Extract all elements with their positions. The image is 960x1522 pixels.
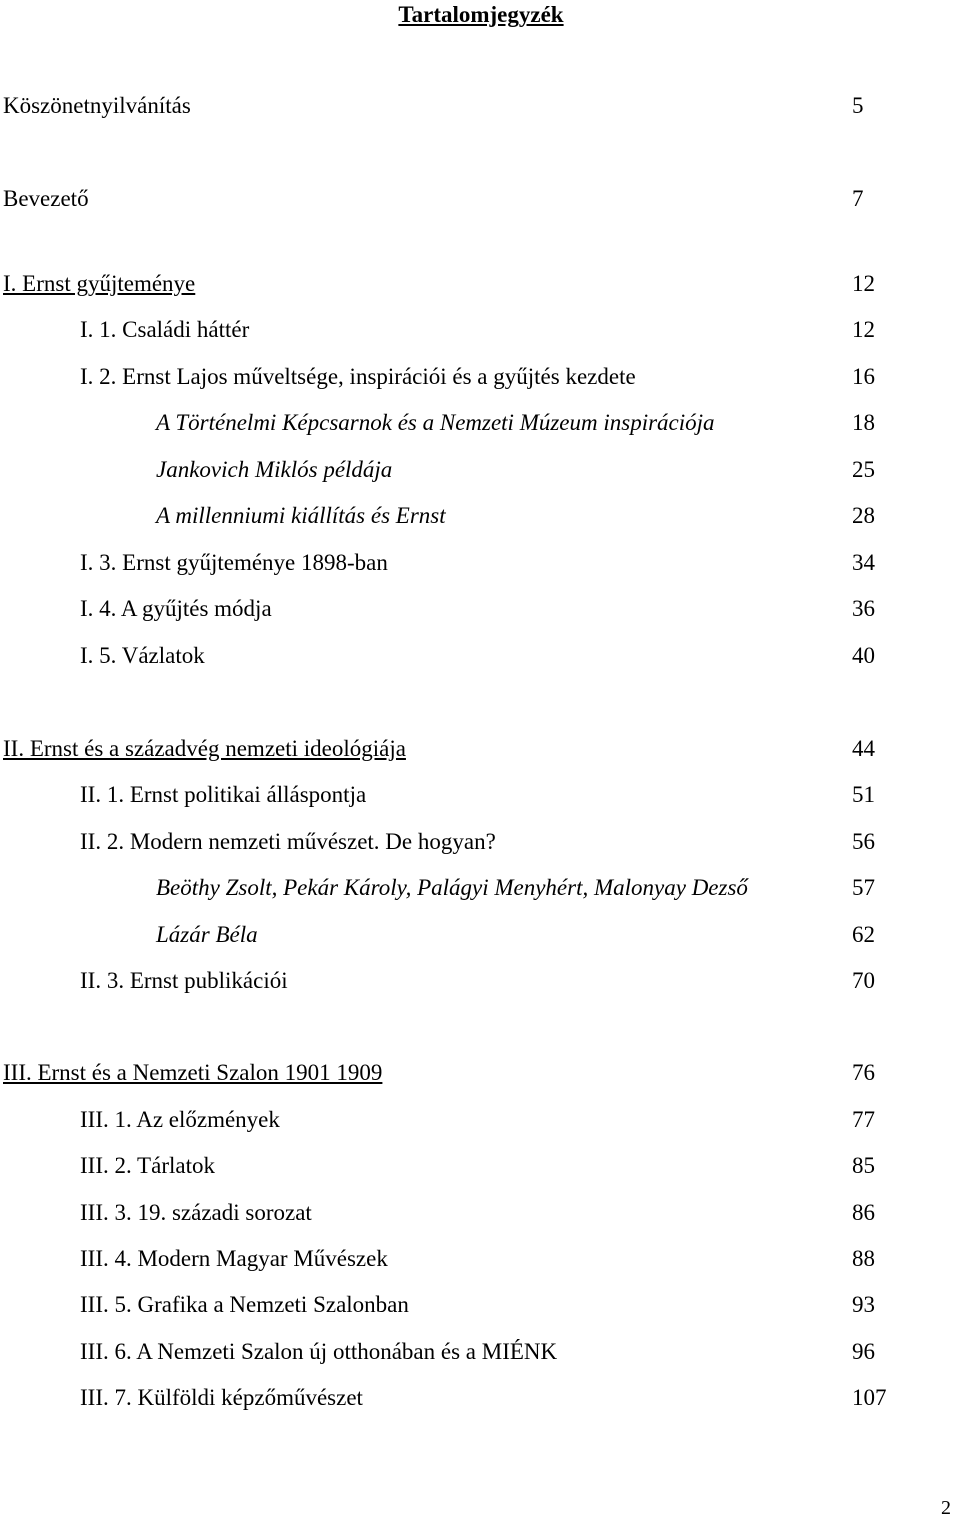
- toc-chapter: [0, 268, 960, 300]
- toc-entry-page: 12: [852, 271, 875, 296]
- toc-entry-page: 56: [852, 829, 875, 854]
- toc-entry-label: I. 1. Családi háttér: [80, 317, 250, 342]
- toc-entry-label: II. 3. Ernst publikációi: [80, 968, 288, 993]
- toc-entry-label: I. 5. Vázlatok: [80, 643, 205, 668]
- toc-entry-label: III. Ernst és a Nemzeti Szalon 1901 1909: [3, 1060, 383, 1085]
- toc-entry-page: 93: [852, 1292, 875, 1317]
- toc-entry: [0, 1336, 960, 1368]
- toc-title: Tartalomjegyzék: [398, 2, 564, 27]
- toc-entry-page: 7: [852, 186, 864, 211]
- toc-entry: [0, 965, 960, 997]
- toc-entry-page: 28: [852, 503, 875, 528]
- toc-entry-page: 70: [852, 968, 875, 993]
- toc-entry-label: III. 1. Az előzmények: [80, 1107, 280, 1132]
- toc-entry-label: Lázár Béla: [156, 922, 258, 947]
- toc-entry-page: 16: [852, 364, 875, 389]
- toc-entry: [0, 593, 960, 625]
- toc-entry: [0, 1197, 960, 1229]
- toc-entry: [0, 90, 960, 122]
- toc-entry-label: I. 3. Ernst gyűjteménye 1898-ban: [80, 550, 388, 575]
- toc-entry-label: III. 3. 19. századi sorozat: [80, 1200, 312, 1225]
- toc-entry: [0, 361, 960, 393]
- toc-entry-label: III. 7. Külföldi képzőművészet: [80, 1385, 363, 1410]
- toc-entry: [0, 1382, 960, 1414]
- toc-entry-page: 62: [852, 922, 875, 947]
- toc-entry: [0, 826, 960, 858]
- toc-entry-label: II. 1. Ernst politikai álláspontja: [80, 782, 367, 807]
- toc-entry-label: A Történelmi Képcsarnok és a Nemzeti Múzeum inspirációja: [156, 410, 715, 435]
- toc-entry-page: 25: [852, 457, 875, 482]
- toc-entry-page: 77: [852, 1107, 875, 1132]
- toc-entry: [0, 407, 960, 439]
- toc-entry: [0, 183, 960, 215]
- toc-entry-page: 107: [852, 1385, 887, 1410]
- toc-entry-label: III. 5. Grafika a Nemzeti Szalonban: [80, 1292, 409, 1317]
- toc-entry-page: 12: [852, 317, 875, 342]
- toc-entry-label: I. Ernst gyűjteménye: [3, 271, 196, 296]
- toc-entry: [0, 500, 960, 532]
- toc-entry: [0, 919, 960, 951]
- toc-entry-page: 85: [852, 1153, 875, 1178]
- toc-entry-label: A millenniumi kiállítás és Ernst: [156, 503, 446, 528]
- toc-entry: [0, 779, 960, 811]
- toc-entry-label: Bevezető: [3, 186, 89, 211]
- toc-entry-page: 34: [852, 550, 875, 575]
- toc-entry-page: 57: [852, 875, 875, 900]
- toc-entry-label: I. 4. A gyűjtés módja: [80, 596, 272, 621]
- toc-entry-page: 40: [852, 643, 875, 668]
- toc-entry-page: 44: [852, 736, 875, 761]
- toc-entry-page: 86: [852, 1200, 875, 1225]
- toc-entry-page: 96: [852, 1339, 875, 1364]
- toc-entry: [0, 314, 960, 346]
- toc-entry: [0, 1289, 960, 1321]
- toc-entry: [0, 1104, 960, 1136]
- toc-entry: [0, 640, 960, 672]
- toc-entry-page: 5: [852, 93, 864, 118]
- toc-entry-page: 51: [852, 782, 875, 807]
- toc-entry-label: I. 2. Ernst Lajos műveltsége, inspirációi és a gyűjtés kezdete: [80, 364, 636, 389]
- toc-entry-label: Beöthy Zsolt, Pekár Károly, Palágyi Menyhért, Malonyay Dezső: [156, 875, 748, 900]
- toc-entry: [0, 1243, 960, 1275]
- toc-chapter: [0, 1057, 960, 1089]
- toc-entry-label: II. 2. Modern nemzeti művészet. De hogyan?: [80, 829, 496, 854]
- toc-chapter: [0, 733, 960, 765]
- page-number: 2: [941, 1497, 951, 1519]
- toc-entry-label: II. Ernst és a századvég nemzeti ideológiája: [3, 736, 406, 761]
- toc-entry-label: III. 2. Tárlatok: [80, 1153, 215, 1178]
- toc-entry-page: 88: [852, 1246, 875, 1271]
- toc-entry-label: Jankovich Miklós példája: [156, 457, 393, 482]
- toc-entry: [0, 454, 960, 486]
- toc-entry: [0, 872, 960, 904]
- toc-entry-label: III. 4. Modern Magyar Művészek: [80, 1246, 388, 1271]
- toc-entry-label: III. 6. A Nemzeti Szalon új otthonában és a MIÉNK: [80, 1339, 558, 1364]
- toc-entry: [0, 1150, 960, 1182]
- toc-entry: [0, 547, 960, 579]
- toc-entry-page: 18: [852, 410, 875, 435]
- toc-entry-label: Köszönetnyilvánítás: [3, 93, 191, 118]
- toc-entry-page: 76: [852, 1060, 875, 1085]
- toc-entry-page: 36: [852, 596, 875, 621]
